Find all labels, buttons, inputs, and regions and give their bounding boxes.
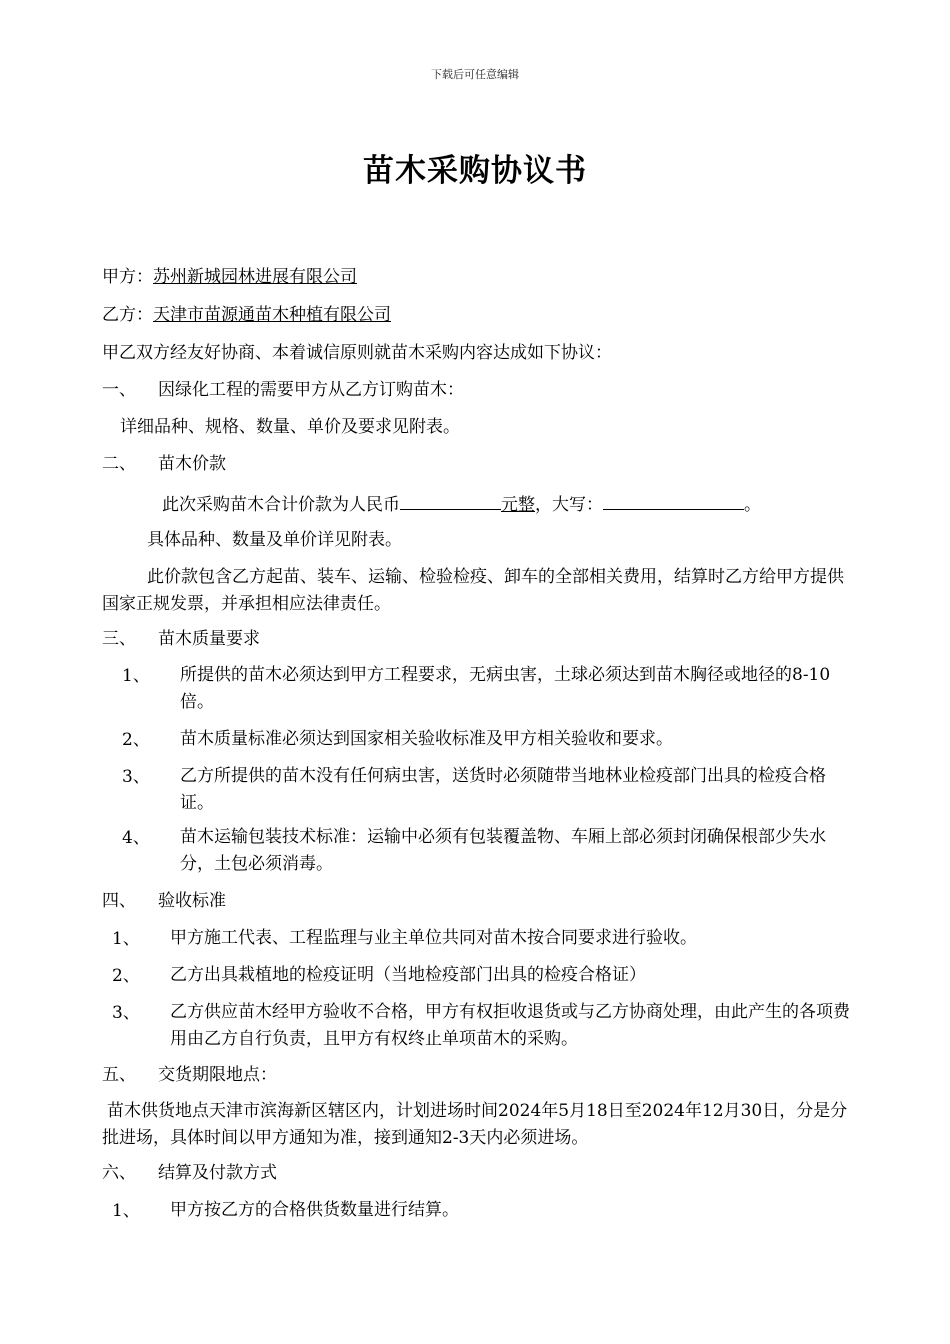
section-5-heading <box>102 1063 277 1087</box>
price-capital-label: ，大写： <box>535 495 603 515</box>
section-number: 三、 <box>102 629 136 649</box>
party-b-name: 天津市苗源通苗木种植有限公司 <box>153 305 391 325</box>
section-title: 因绿化工程的需要甲方从乙方订购苗木： <box>158 380 464 400</box>
list-item-text: 乙方所提供的苗木没有任何病虫害，送货时必须随带当地林业检疫部门出具的检疫合格证。 <box>180 766 826 813</box>
list-item-number: 3、 <box>122 767 150 787</box>
price-unit: 元整 <box>501 495 535 515</box>
section-2-paragraph-2: 具体品种、数量及单价详见附表。 <box>147 530 402 550</box>
section-2-heading <box>102 452 226 476</box>
party-a-name: 苏州新城园林进展有限公司 <box>153 267 357 287</box>
section-number: 二、 <box>102 454 136 474</box>
price-capital-blank[interactable] <box>603 490 744 510</box>
section-title: 交货期限地点： <box>158 1065 277 1085</box>
section-title: 苗木价款 <box>158 454 226 474</box>
section-title: 结算及付款方式 <box>158 1163 277 1183</box>
list-item-number: 1、 <box>112 929 140 949</box>
price-end: 。 <box>744 495 761 515</box>
section-number: 一、 <box>102 380 136 400</box>
section-5-text: 苗木供货地点天津市滨海新区辖区内，计划进场时间2024年5月18日至2024年12月30日，分是分批进场，具体时间以甲方通知为准，接到通知2-3天内必须进场。 <box>102 1101 848 1148</box>
list-item-text: 苗木质量标准必须达到国家相关验收标准及甲方相关验收和要求。 <box>180 729 673 749</box>
section-number: 五、 <box>102 1065 136 1085</box>
list-item-text: 乙方出具栽植地的检疫证明（当地检疫部门出具的检疫合格证） <box>170 965 646 985</box>
list-item-number: 2、 <box>122 730 150 750</box>
list-item-number: 1、 <box>122 666 150 686</box>
list-item-number: 3、 <box>112 1003 140 1023</box>
list-item-number: 2、 <box>112 966 140 986</box>
list-item-text: 甲方按乙方的合格供货数量进行结算。 <box>170 1200 459 1220</box>
section-4-heading <box>102 889 226 913</box>
list-item-text: 苗木运输包装技术标准：运输中必须有包装覆盖物、车厢上部必须封闭确保根部少失水分，土包必须消毒。 <box>180 827 826 874</box>
section-title: 验收标准 <box>158 891 226 911</box>
header-note: 下载后可任意编辑 <box>431 68 519 81</box>
list-item-text: 甲方施工代表、工程监理与业主单位共同对苗木按合同要求进行验收。 <box>170 928 697 948</box>
document-title: 苗木采购协议书 <box>363 153 587 189</box>
section-1-heading <box>102 378 464 402</box>
section-number: 四、 <box>102 891 136 911</box>
party-b-line <box>102 303 391 327</box>
section-3-heading <box>102 627 260 651</box>
party-b-label: 乙方： <box>102 305 153 325</box>
price-line <box>162 490 761 517</box>
list-item-text: 乙方供应苗木经甲方验收不合格，甲方有权拒收退货或与乙方协商处理，由此产生的各项费用由乙方自行负责，且甲方有权终止单项苗木的采购。 <box>170 1002 850 1049</box>
price-amount-blank[interactable] <box>400 490 501 510</box>
section-6-heading <box>102 1161 277 1185</box>
price-prefix: 此次采购苗木合计价款为人民币 <box>162 495 400 515</box>
section-2-paragraph-3: 此价款包含乙方起苗、装车、运输、检验检疫、卸车的全部相关费用，结算时乙方给甲方提供国家正规发票，并承担相应法律责任。 <box>102 567 844 614</box>
section-number: 六、 <box>102 1163 136 1183</box>
party-a-label: 甲方： <box>102 267 153 287</box>
section-1-text: 详细品种、规格、数量、单价及要求见附表。 <box>120 417 460 437</box>
intro-paragraph: 甲乙双方经友好协商、本着诚信原则就苗木采购内容达成如下协议： <box>102 343 612 363</box>
list-item-text: 所提供的苗木必须达到甲方工程要求，无病虫害，土球必须达到苗木胸径或地径的8-10倍。 <box>180 665 831 712</box>
list-item-number: 1、 <box>112 1201 140 1221</box>
list-item-number: 4、 <box>122 828 150 848</box>
section-title: 苗木质量要求 <box>158 629 260 649</box>
party-a-line <box>102 265 357 289</box>
